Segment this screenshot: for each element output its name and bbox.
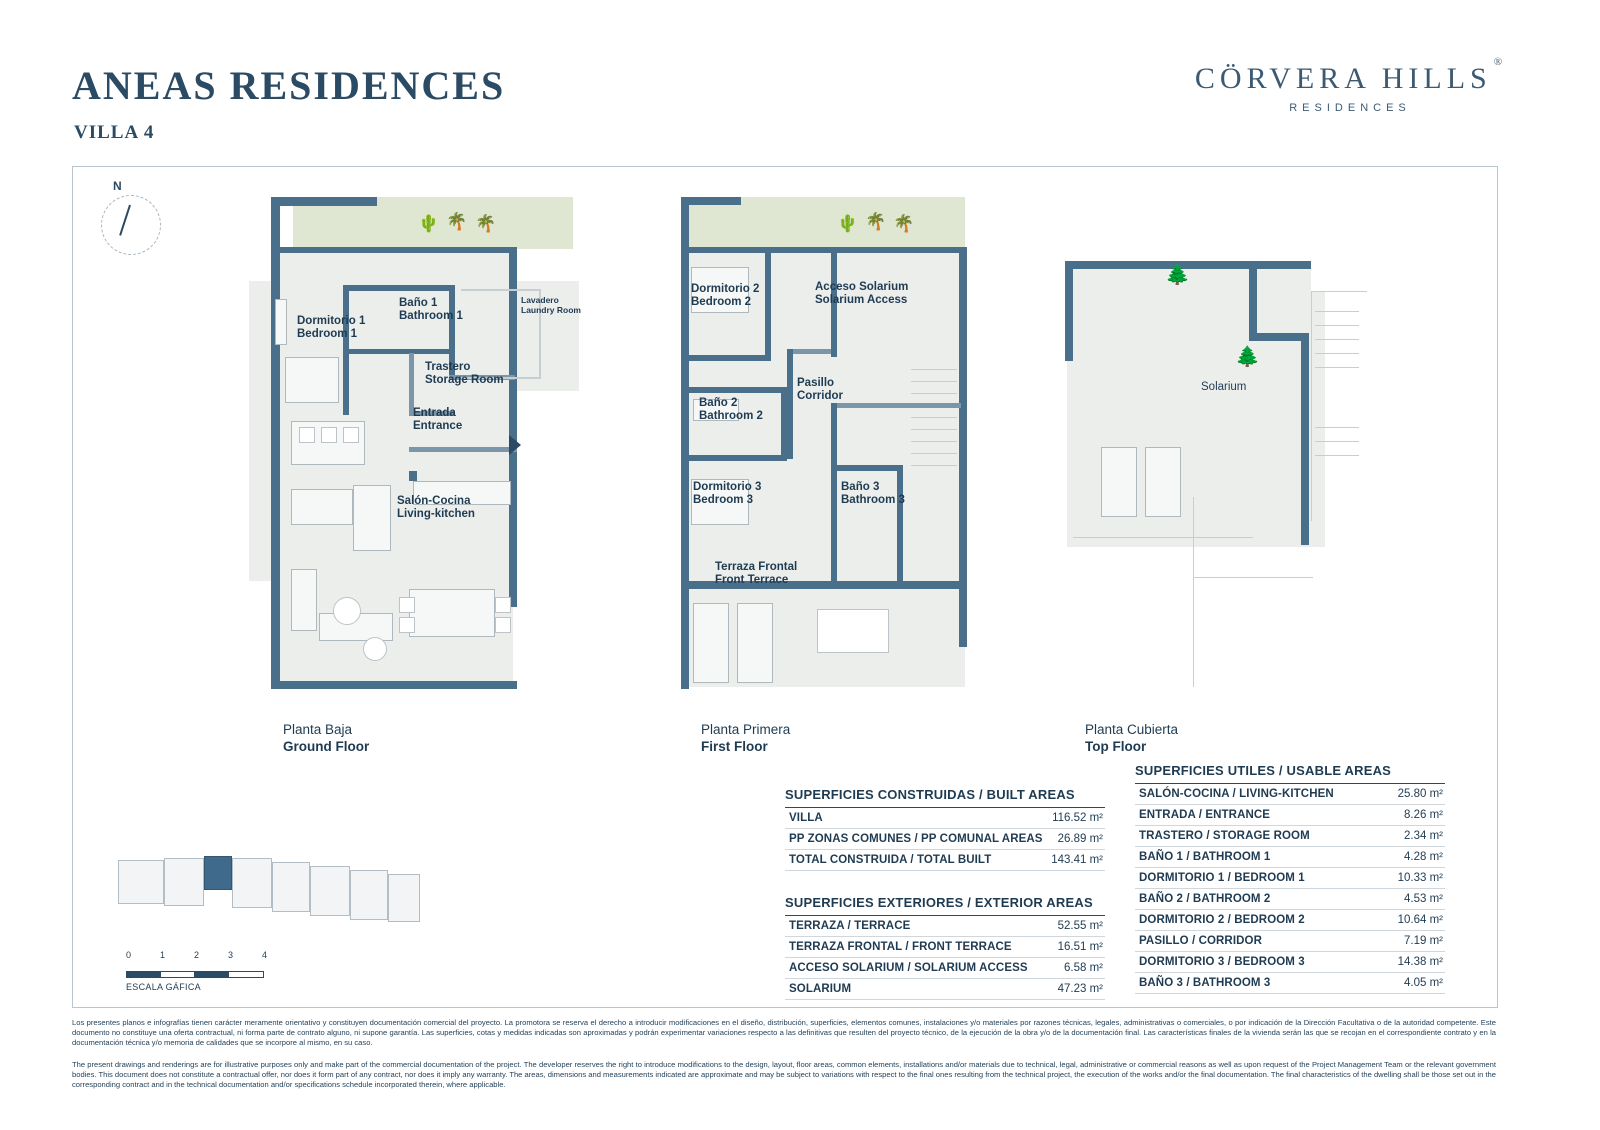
room-label-bathroom-1: Baño 1 Bathroom 1: [399, 297, 463, 322]
table-row: PASILLO / CORRIDOR 7.19 m²: [1135, 931, 1445, 952]
table-row: BAÑO 3 / BATHROOM 3 4.05 m²: [1135, 973, 1445, 994]
table-row: BAÑO 1 / BATHROOM 1 4.28 m²: [1135, 847, 1445, 868]
table-row: PP ZONAS COMUNES / PP COMUNAL AREAS 26.89 m²: [785, 829, 1105, 850]
table-row: TOTAL CONSTRUIDA / TOTAL BUILT 143.41 m²: [785, 850, 1105, 871]
scale-tick: 1: [160, 950, 166, 960]
usable-areas-table: [1135, 763, 1445, 994]
entrance-door-marker: [509, 435, 521, 455]
room-label-solarium: Solarium: [1201, 381, 1247, 393]
table-row: BAÑO 2 / BATHROOM 2 4.53 m²: [1135, 889, 1445, 910]
table-row: DORMITORIO 1 / BEDROOM 1 10.33 m²: [1135, 868, 1445, 889]
first-floor-plan: 🌵 🌴 🌴 Dormitorio 2 Bedroom 2 Acceso Solarium Solarium Access Pasillo Corridor Baño 2 Bathroom 2 Dormitorio 3 Bedroom 3 Baño 3 Bathroom 3 Terraza Frontal Front Terrace: [625, 189, 985, 709]
disclaimer-en: The present drawings and renderings are for illustrative purposes only and make part of the commercial documentation of the project. The developer reserves the right to introduce modifications to the design, layout, floor areas, common elements, installations and/or materials due to technical, legal, administrative or commercial reasons as well as upon request of the Project Management Team or the relevant government bodies. This document does not constitute a contractual offer, nor does it form part of any contract, nor does it imply any warranty. The areas, dimensions and measurements indicated are approximate and may be subject to variations with respect to the final ones resulting from the technical project, the execution of the works and/or the final documentation. The final characteristics of the dwelling shall be those set out in the corresponding contract and in the technical documentation and/or specifications schedule incorporated therein, where applicable.: [72, 1060, 1496, 1089]
table-row: DORMITORIO 2 / BEDROOM 2 10.64 m²: [1135, 910, 1445, 931]
top-floor-caption: Planta Cubierta Top Floor: [1085, 722, 1179, 754]
room-label-bathroom-3: Baño 3 Bathroom 3: [841, 481, 905, 506]
scale-tick: 2: [194, 950, 200, 960]
table-row: DORMITORIO 3 / BEDROOM 3 14.38 m²: [1135, 952, 1445, 973]
table-row: TERRAZA / TERRACE 52.55 m²: [785, 916, 1105, 937]
built-areas-title: SUPERFICIES CONSTRUIDAS / BUILT AREAS: [785, 787, 1105, 808]
table-row: SOLARIUM 47.23 m²: [785, 979, 1105, 1000]
ground-floor-plan: 🌵 🌴 🌴 Dormitorio 1 Bedroom 1 Baño 1 Bathroom 1 Lavadero Laundry Room Trastero Storage Room Entrada Entrance Salón-Cocina Living-kitchen: [213, 189, 593, 709]
scale-caption: ESCALA GÁFICA: [126, 982, 201, 992]
scale-tick: 3: [228, 950, 234, 960]
site-key-plan: [118, 846, 418, 921]
villa-subtitle: VILLA 4: [74, 122, 155, 143]
first-floor-caption: Planta Primera First Floor: [701, 722, 791, 754]
graphic-scale: [126, 950, 316, 992]
table-row: VILLA 116.52 m²: [785, 808, 1105, 829]
legal-disclaimer: [72, 1018, 1496, 1102]
scale-tick: 0: [126, 950, 132, 960]
table-row: ACCESO SOLARIUM / SOLARIUM ACCESS 6.58 m²: [785, 958, 1105, 979]
compass-north-label: N: [113, 179, 122, 193]
brand-name: CÖRVERA HILLS: [1194, 62, 1492, 95]
disclaimer-es: Los presentes planos e infografías tienen carácter meramente orientativo y constituyen documentación comercial del proyecto. La promotora se reserva el derecho a introducir modificaciones en el diseño, distribución, superficies, elementos comunes, instalaciones y/o materiales por razones técnicas, legales, administrativas o comerciales, o por indicación de la Dirección Facultativa o de la autoridad competente. Este documento no constituye una oferta contractual, ni forma parte de contrato alguno, ni supone garantía. Las superficies, cotas y medidas indicadas son aproximadas y podrán experimentar variaciones respecto a las definitivas que resulten del proyecto técnico, de la ejecución de la obra y/o de la documentación final. Las características finales de la vivienda serán las que se recojan en el correspondiente contrato y en la documentación técnica y/o memoria de calidades que se incorpore al mismo, en su caso.: [72, 1018, 1496, 1047]
brand-logo: [1180, 56, 1520, 114]
built-areas-table: [785, 787, 1105, 871]
page-title: ANEAS RESIDENCES: [72, 63, 506, 108]
exterior-areas-table: [785, 895, 1105, 1000]
top-floor-plan: 🌲 🌲 Solarium: [1053, 247, 1373, 707]
room-label-bathroom-2: Baño 2 Bathroom 2: [699, 397, 763, 422]
room-label-front-terrace: Terraza Frontal Front Terrace: [715, 561, 798, 586]
room-label-bedroom-2: Dormitorio 2 Bedroom 2: [691, 283, 760, 308]
scale-tick: 4: [262, 950, 268, 960]
highlighted-plot: [204, 856, 232, 890]
room-label-living-kitchen: Salón-Cocina Living-kitchen: [397, 495, 475, 520]
table-row: SALÓN-COCINA / LIVING-KITCHEN 25.80 m²: [1135, 784, 1445, 805]
table-row: ENTRADA / ENTRANCE 8.26 m²: [1135, 805, 1445, 826]
exterior-areas-title: SUPERFICIES EXTERIORES / EXTERIOR AREAS: [785, 895, 1105, 916]
room-label-bedroom-1: Dormitorio 1 Bedroom 1: [297, 315, 366, 340]
room-label-bedroom-3: Dormitorio 3 Bedroom 3: [693, 481, 762, 506]
room-label-corridor: Pasillo Corridor: [797, 377, 843, 402]
room-label-solarium-access: Acceso Solarium Solarium Access: [815, 281, 909, 306]
table-row: TERRAZA FRONTAL / FRONT TERRACE 16.51 m²: [785, 937, 1105, 958]
registered-mark-icon: ®: [1493, 56, 1508, 68]
room-label-entrance: Entrada Entrance: [413, 407, 463, 432]
table-row: TRASTERO / STORAGE ROOM 2.34 m²: [1135, 826, 1445, 847]
room-label-laundry: Lavadero Laundry Room: [521, 295, 581, 315]
room-label-storage: Trastero Storage Room: [425, 361, 504, 386]
brand-subtitle: RESIDENCES: [1289, 102, 1411, 114]
usable-areas-title: SUPERFICIES UTILES / USABLE AREAS: [1135, 763, 1445, 784]
ground-floor-caption: Planta Baja Ground Floor: [283, 722, 370, 754]
compass-icon: [93, 179, 167, 253]
